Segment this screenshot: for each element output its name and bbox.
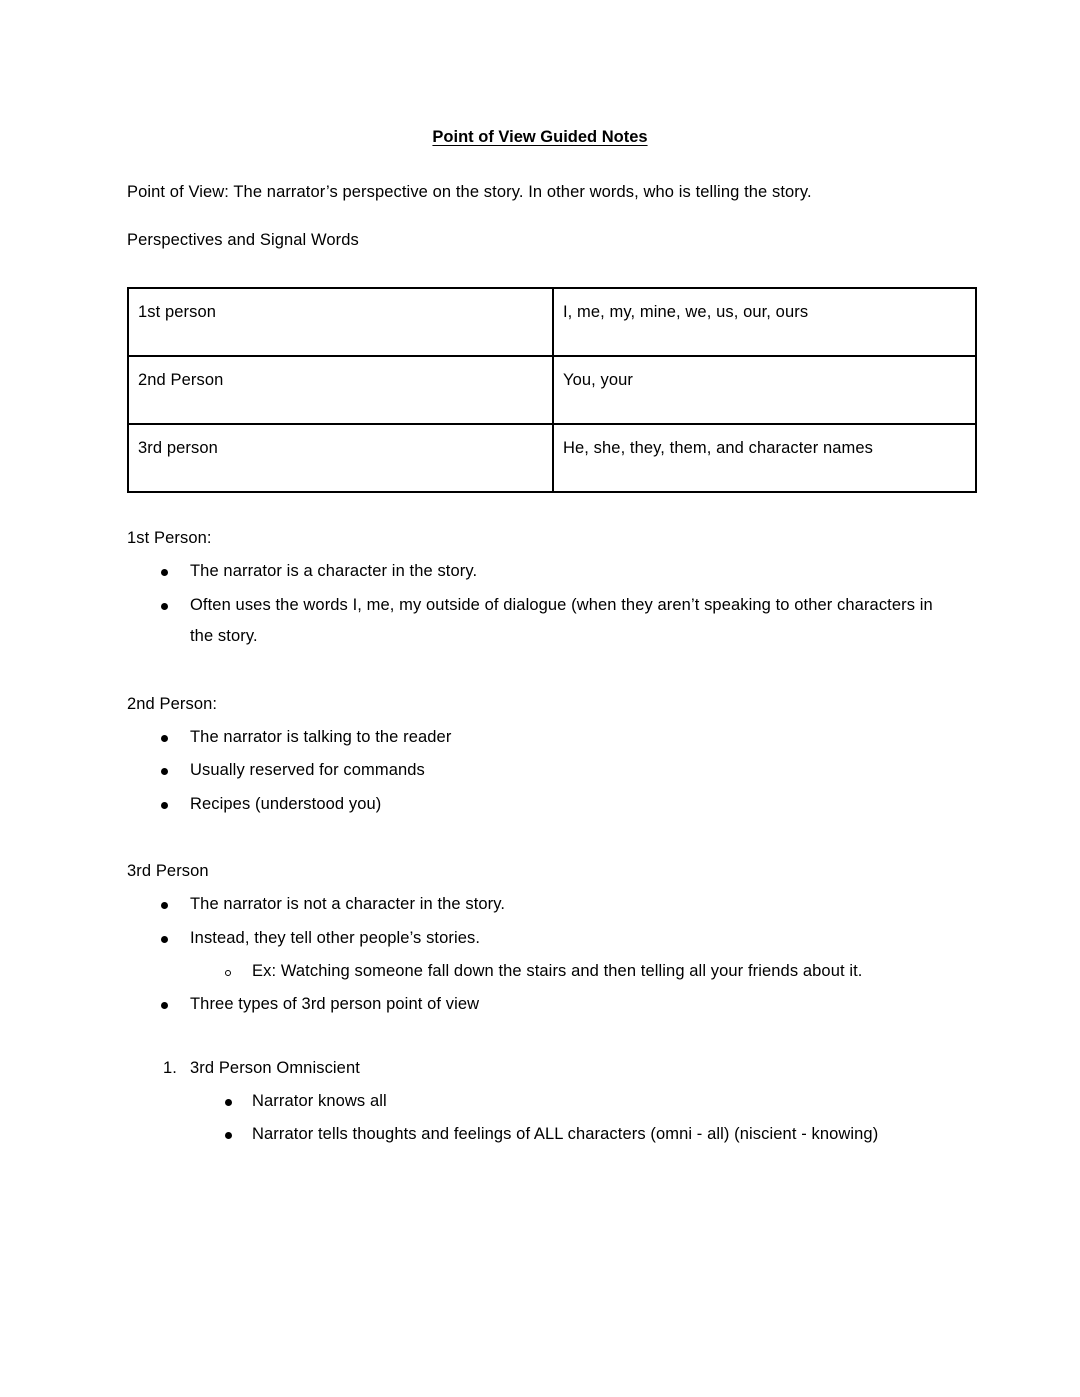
second-person-list bbox=[127, 722, 953, 820]
section-heading-third-person: 3rd Person bbox=[127, 861, 209, 880]
third-person-types-list bbox=[127, 1053, 953, 1084]
list-item: The narrator is talking to the reader bbox=[127, 722, 953, 753]
first-person-list bbox=[127, 556, 953, 652]
spacer bbox=[127, 493, 953, 523]
list-item: Usually reserved for commands bbox=[127, 755, 953, 786]
table-cell-perspective: 2nd Person bbox=[128, 356, 553, 424]
spacer bbox=[127, 820, 953, 856]
perspectives-table bbox=[127, 287, 977, 493]
table-row bbox=[128, 356, 976, 424]
omniscient-sublist bbox=[127, 1086, 953, 1151]
numbered-list-item bbox=[127, 1053, 953, 1084]
list-item: Recipes (understood you) bbox=[127, 789, 953, 820]
table-cell-perspective: 3rd person bbox=[128, 424, 553, 492]
list-item: The narrator is a character in the story. bbox=[127, 556, 953, 587]
table-cell-signal-words: I, me, my, mine, we, us, our, ours bbox=[553, 288, 976, 356]
intro-paragraph: Point of View: The narrator’s perspective on the story. In other words, who is telling the story. bbox=[127, 183, 812, 202]
page-title-text: Point of View Guided Notes bbox=[432, 128, 648, 146]
table-row bbox=[128, 424, 976, 492]
section-heading-second-person: 2nd Person: bbox=[127, 694, 218, 713]
document-content bbox=[127, 0, 953, 1151]
table-cell-signal-words: He, she, they, them, and character names bbox=[553, 424, 976, 492]
list-item: Instead, they tell other people’s stories. bbox=[127, 923, 953, 954]
section-heading-first-person: 1st Person: bbox=[127, 529, 212, 548]
table-row bbox=[128, 288, 976, 356]
third-person-list bbox=[127, 889, 953, 954]
list-item: Often uses the words I, me, my outside of dialogue (when they aren’t speaking to other characters in the story. bbox=[127, 590, 953, 653]
list-item: Narrator knows all bbox=[127, 1086, 953, 1117]
table-cell-signal-words: You, your bbox=[553, 356, 976, 424]
table-cell-perspective: 1st person bbox=[128, 288, 553, 356]
list-item: Ex: Watching someone fall down the stairs and then telling all your friends about it. bbox=[127, 956, 953, 987]
perspectives-subheading: Perspectives and Signal Words bbox=[127, 230, 359, 249]
spacer bbox=[127, 1021, 953, 1051]
list-number: 1. bbox=[163, 1058, 177, 1077]
third-person-list-continued bbox=[127, 989, 953, 1020]
page-title bbox=[127, 0, 953, 148]
numbered-item-label: 3rd Person Omniscient bbox=[190, 1058, 360, 1077]
list-item: Three types of 3rd person point of view bbox=[127, 989, 953, 1020]
spacer bbox=[127, 653, 953, 689]
third-person-sublist bbox=[127, 956, 953, 987]
list-item: The narrator is not a character in the story. bbox=[127, 889, 953, 920]
list-item: Narrator tells thoughts and feelings of ALL characters (omni - all) (niscient - knowing) bbox=[127, 1119, 953, 1150]
